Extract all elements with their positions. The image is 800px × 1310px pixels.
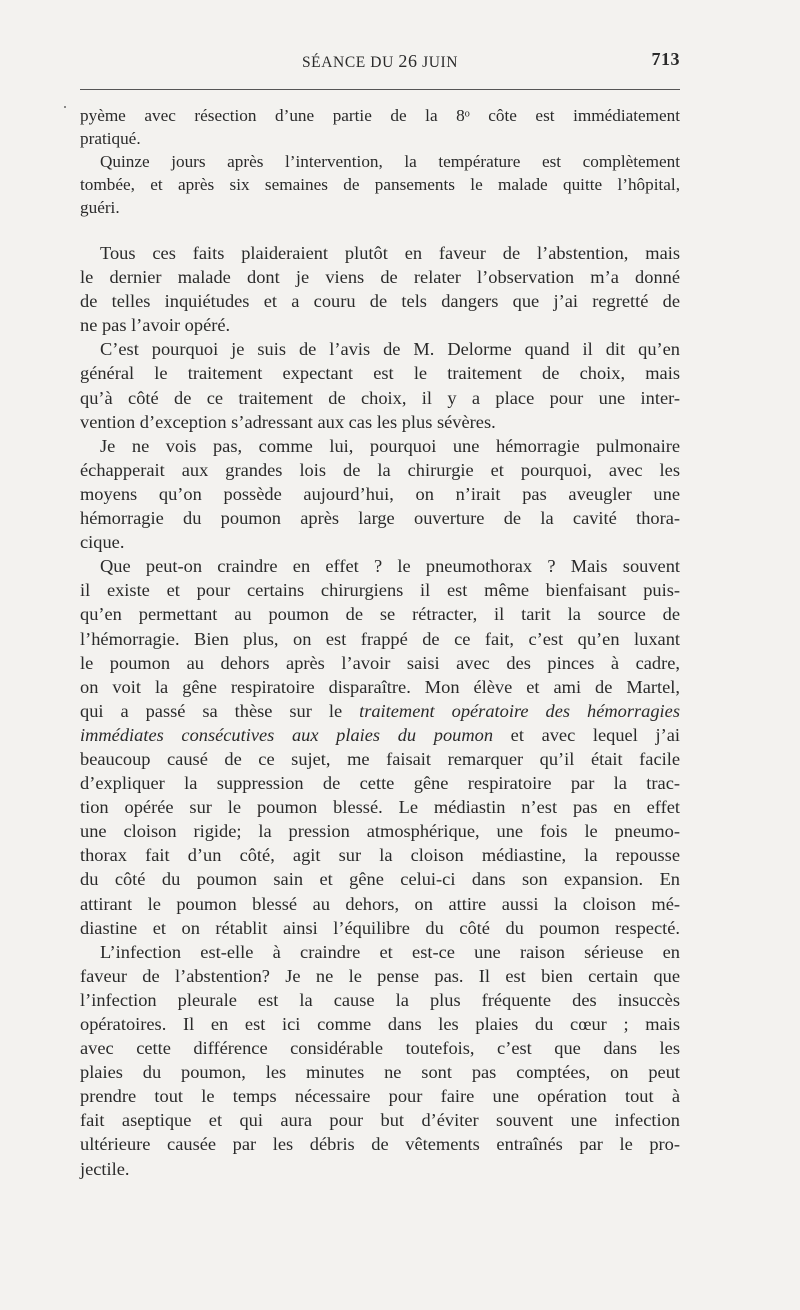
running-title	[80, 51, 680, 72]
text-line: échapperait aux grandes lois de la chirurgie et pourquoi, avec les	[80, 459, 680, 480]
page-body	[80, 104, 680, 1181]
text-line: pyème avec résection d’une partie de la 8ᵒ côte est immédiatement	[80, 106, 680, 125]
running-title-text: SÉANCE DU	[301, 54, 394, 71]
header-rule	[80, 89, 680, 90]
text-line: qu’en permettant au poumon de se rétracter, il tarit la source de	[80, 604, 680, 625]
text-line: qu’à côté de ce traitement de choix, il y a place pour une inter-	[80, 387, 680, 408]
paragraph-gap	[80, 219, 680, 241]
text-line	[80, 723, 680, 747]
paragraph	[80, 241, 680, 337]
text-line: tion opérée sur le poumon blessé. Le médiastin n’est pas en effet	[80, 797, 680, 818]
text-line: beaucoup causé de ce sujet, me faisait remarquer qu’il était facile	[80, 748, 680, 769]
text-line: pratiqué.	[80, 129, 141, 148]
text-segment: qui a passé sa thèse sur le	[80, 700, 343, 721]
print-speck	[64, 106, 66, 108]
text-line: le poumon au dehors après l’avoir saisi avec des pinces à cadre,	[80, 652, 680, 673]
text-line: Quinze jours après l’intervention, la température est complètement	[100, 152, 680, 171]
text-line: tombée, et après six semaines de pansements le malade quitte l’hôpital,	[80, 175, 680, 194]
text-line: opératoires. Il en est ici comme dans les plaies du cœur ; mais	[80, 1014, 680, 1034]
page-header	[80, 49, 680, 73]
text-line: avec cette différence considérable toutefois, c’est que dans les	[80, 1038, 680, 1059]
text-line: le dernier malade dont je viens de relater l’observation m’a donné	[80, 267, 680, 288]
text-line: du côté du poumon sain et gêne celui-ci dans son expansion. En	[80, 869, 680, 890]
text-line: hémorragie du poumon après large ouverture de la cavité thora-	[80, 508, 680, 529]
italic-title-segment: immédiates consécutives aux plaies du poumon	[80, 724, 494, 745]
text-line: prendre tout le temps nécessaire pour faire une opération tout à	[80, 1086, 680, 1107]
text-line: l’infection pleurale est la cause la plus fréquente des insuccès	[80, 989, 680, 1010]
text-line: thorax fait d’un côté, agit sur la cloison médiastine, la repousse	[80, 845, 680, 866]
text-line: fait aseptique et qui aura pour but d’éviter souvent une infection	[80, 1110, 680, 1131]
running-title-day: 26	[398, 51, 418, 71]
paragraph	[80, 104, 680, 150]
text-line: L’infection est-elle à craindre et est-ce une raison sérieuse en	[100, 941, 680, 962]
text-line: faveur de l’abstention? Je ne le pense pas. Il est bien certain que	[80, 965, 680, 986]
text-line: plaies du poumon, les minutes ne sont pas comptées, on peut	[80, 1062, 680, 1083]
text-line: guéri.	[80, 198, 120, 217]
text-line: général le traitement expectant est le traitement de choix, mais	[80, 363, 680, 384]
italic-title-segment: traitement opératoire des hémorragies	[359, 700, 680, 721]
text-line: l’hémorragie. Bien plus, on est frappé de ce fait, c’est qu’en luxant	[80, 628, 680, 649]
text-line	[80, 699, 680, 723]
text-line: on voit la gêne respiratoire disparaître. Mon élève et ami de Martel,	[80, 676, 680, 697]
running-title-month: JUIN	[422, 54, 459, 71]
text-segment: et avec lequel j’ai	[510, 724, 680, 745]
paragraph	[80, 434, 680, 554]
text-line: moyens qu’on possède aujourd’hui, on n’irait pas aveugler une	[80, 483, 680, 504]
text-line: de telles inquiétudes et a couru de tels dangers que j’ai regretté de	[80, 291, 680, 312]
text-line: il existe et pour certains chirurgiens il est même bienfaisant puis-	[80, 580, 680, 601]
text-line: d’expliquer la suppression de cette gêne respiratoire par la trac-	[80, 773, 680, 794]
text-line: cique.	[80, 532, 125, 553]
text-line: ultérieure causée par les débris de vêtements entraînés par le pro-	[80, 1134, 680, 1155]
page-number: 713	[651, 49, 680, 69]
text-line: Tous ces faits plaideraient plutôt en faveur de l’abstention, mais	[100, 243, 680, 263]
text-line: ne pas l’avoir opéré.	[80, 315, 231, 336]
paragraph	[80, 150, 680, 219]
text-line: jectile.	[80, 1158, 130, 1179]
text-line: Je ne vois pas, comme lui, pourquoi une hémorragie pulmonaire	[100, 435, 680, 456]
paragraph	[80, 337, 680, 433]
text-line: une cloison rigide; la pression atmosphérique, une fois le pneumo-	[80, 821, 680, 842]
text-line: vention d’exception s’adressant aux cas les plus sévères.	[80, 411, 496, 432]
paragraph	[80, 554, 680, 940]
text-line: attirant le poumon blessé au dehors, on attire aussi la cloison mé-	[80, 893, 680, 914]
text-line: C’est pourquoi je suis de l’avis de M. Delorme quand il dit qu’en	[100, 339, 680, 360]
paragraph	[80, 940, 680, 1181]
text-line: diastine et on rétablit ainsi l’équilibre du côté du poumon respecté.	[80, 917, 680, 938]
text-line: Que peut-on craindre en effet ? le pneumothorax ? Mais souvent	[100, 556, 680, 577]
